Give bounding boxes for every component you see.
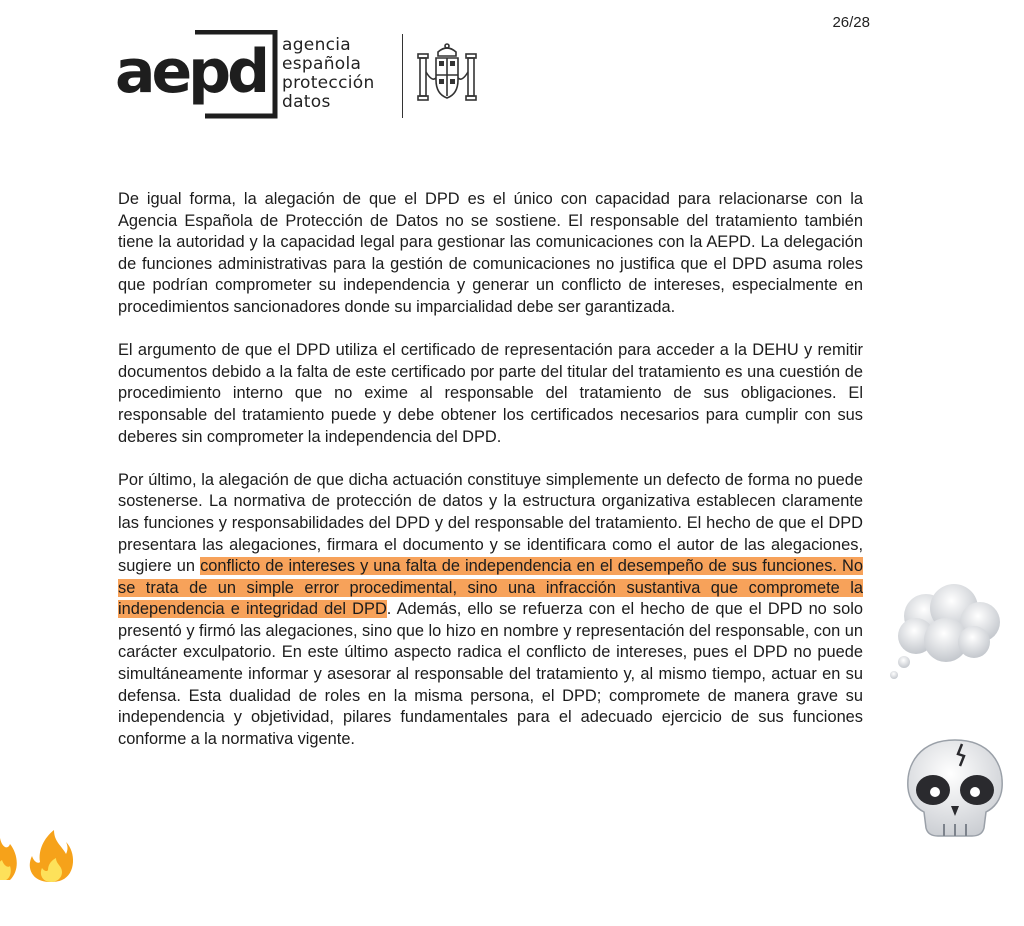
document-body	[118, 189, 863, 772]
logo-word: datos	[282, 92, 331, 112]
paragraph: El argumento de que el DPD utiliza el certificado de representación para acceder a la DEHU y remitir documentos debido a la falta de este certificado por parte del titular del tratamiento es una cuestión de procedimiento interno que no exime al responsable del tratamiento de sus obligaciones. El responsable del tratamiento puede y debe obtener los certificados necesarios para cumplir con sus deberes sin comprometer la independencia del DPD.	[118, 341, 863, 446]
logo-word: agencia	[282, 35, 352, 55]
skull-icon	[900, 736, 1010, 844]
paragraph: De igual forma, la alegación de que el DPD es el único con capacidad para relacionarse con la Agencia Española de Protección de Datos no se sostiene. El responsable del tratamiento también tiene la autoridad y la capacidad legal para gestionar las comunicaciones con la AEPD. La delegación de funciones administrativas para la gestión de comunicaciones no justifica que el DPD asuma roles que podrían comprometer su independencia y generar un conflicto de intereses, especialmente en procedimientos sancionadores donde su imparcialidad debe ser garantizada.	[118, 190, 863, 316]
thought-balloon-icon	[886, 582, 1004, 682]
aepd-logo	[113, 30, 493, 122]
paragraph-text: Por último, la alegación de que dicha actuación constituye simplemente un defecto de forma no puede sostenerse. La normativa de protección de datos y la estructura organizativa establecen claramente las funciones y responsabilidades del DPD y del responsable del tratamiento. El hecho de que el DPD presentara las alegaciones, firmara el documento y se identificara como el autor de las alegaciones, sugiere un	[118, 470, 863, 576]
logo-word: protección	[282, 73, 375, 93]
spanish-coat-of-arms-icon	[416, 42, 478, 108]
fire-icon	[26, 826, 76, 884]
page-number: 26/28	[832, 14, 870, 31]
fire-icon	[0, 820, 22, 882]
logo-word: española	[282, 54, 362, 74]
highlighted-text: conflicto de intereses y una falta de independencia en el desempeño de sus funciones. No se trata de un simple error procedimental, sino una infracción sustantiva que compromete la independencia e integridad del DPD	[118, 557, 863, 619]
paragraph-text: . Además, ello se refuerza con el hecho de que el DPD no solo presentó y firmó las alegaciones, sino que lo hizo en nombre y representación del responsable, con un carácter exculpatorio. En este último aspecto radica el conflicto de intereses, pues el DPD no puede simultáneamente informar y asesorar al responsable del tratamiento y, al mismo tiempo, actuar en su defensa. Esta dualidad de roles en la misma persona, el DPD; compromete de manera grave su independencia y objetividad, pilares fundamentales para el adecuado ejercicio de sus funciones conforme a la normativa vigente.	[118, 600, 864, 748]
aepd-logo-mark	[113, 30, 279, 122]
logo-words	[282, 36, 375, 112]
logo-mark-text: aepd	[115, 37, 267, 107]
paragraph	[118, 470, 863, 751]
logo-divider	[402, 34, 403, 118]
